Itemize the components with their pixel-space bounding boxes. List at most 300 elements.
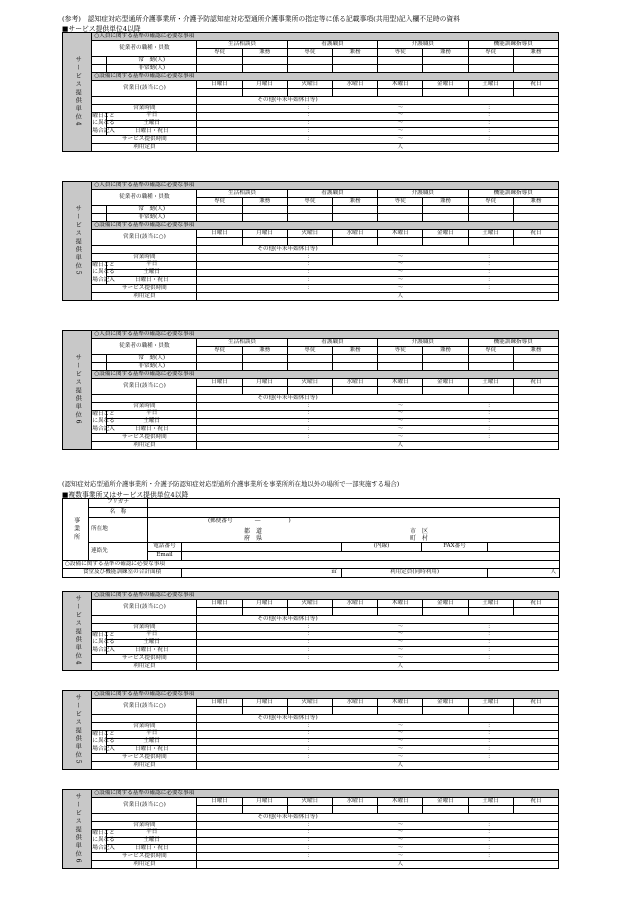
day-header-1: 月曜日 (242, 379, 287, 387)
other-days-field[interactable] (378, 616, 559, 624)
day-header-4: 木曜日 (378, 379, 423, 387)
holiday-hours-colon1: ： (287, 845, 332, 853)
fulltime-header: 専従 (287, 198, 332, 206)
staff-count-field[interactable] (287, 214, 332, 222)
business-hours-label: 営業時間 (92, 723, 197, 731)
day-checkbox-2[interactable] (287, 806, 332, 814)
staff-count-field[interactable] (378, 57, 423, 65)
day-checkbox-4[interactable] (378, 608, 423, 616)
staff-count-field[interactable] (423, 363, 468, 371)
staff-count-field[interactable] (378, 65, 423, 73)
day-checkbox-2[interactable] (287, 238, 332, 246)
other-days-field[interactable] (378, 715, 559, 723)
holiday-hours-blank1 (332, 277, 377, 285)
day-checkbox-0[interactable] (197, 238, 242, 246)
day-checkbox-2[interactable] (287, 707, 332, 715)
staff-count-field[interactable] (332, 355, 377, 363)
staff-count-field[interactable] (287, 65, 332, 73)
staff-count-field[interactable] (287, 355, 332, 363)
saturday-label: 土曜日 (107, 837, 197, 845)
day-header-6: 土曜日 (468, 230, 513, 238)
staff-count-field[interactable] (197, 206, 242, 214)
business-hours-label: 営業時間 (92, 822, 197, 830)
day-checkbox-4[interactable] (378, 238, 423, 246)
business-hours-end[interactable] (513, 105, 558, 113)
saturday-hours-colon2: ： (468, 837, 513, 845)
staff-count-field[interactable] (513, 206, 558, 214)
holiday-hours-blank2 (423, 128, 468, 136)
day-checkbox-4[interactable] (378, 707, 423, 715)
saturday-hours-start[interactable] (197, 418, 287, 426)
business-hours-tilde: ～ (378, 105, 423, 113)
staff-count-field[interactable] (378, 363, 423, 371)
holiday-hours-start[interactable] (197, 128, 287, 136)
weekday-hours-tilde: ～ (378, 410, 423, 418)
day-checkbox-3[interactable] (332, 238, 377, 246)
day-checkbox-5[interactable] (423, 806, 468, 814)
weekday-hours-end[interactable] (513, 829, 558, 837)
day-checkbox-2[interactable] (287, 387, 332, 395)
city-label-2: 町 村 (410, 534, 429, 542)
holiday-hours-blank2 (423, 746, 468, 754)
regular-label: 常 勤(人) (107, 206, 197, 214)
capacity-label: 利用定員 (92, 441, 197, 449)
day-checkbox-5[interactable] (423, 608, 468, 616)
service-hours-label: サービス提供時間 (92, 853, 197, 861)
job-nurse: 看護職員 (287, 41, 377, 49)
capacity-unit: 人 (378, 860, 423, 868)
weekday-hours-end[interactable] (513, 410, 558, 418)
job-trainer: 機能訓練指導員 (468, 41, 558, 49)
weekday-hours-blank2 (423, 112, 468, 120)
service-hours-end[interactable] (513, 853, 558, 861)
pref-label-2: 府 県 (244, 534, 263, 542)
varying-label-1: 曜日ごと (92, 631, 115, 638)
service-unit-table-u5 (62, 181, 559, 301)
day-checkbox-3[interactable] (332, 707, 377, 715)
day-checkbox-6[interactable] (468, 238, 513, 246)
day-checkbox-6[interactable] (468, 608, 513, 616)
staff-count-field[interactable] (513, 214, 558, 222)
service-hours-label: サービス提供時間 (92, 285, 197, 293)
service-hours-colon2: ： (468, 754, 513, 762)
facility-header: ○設備に関する基準の確認に必要な事項 (92, 73, 559, 81)
saturday-hours-start[interactable] (197, 639, 287, 647)
weekday-hours-blank2 (423, 829, 468, 837)
business-hours-colon1: ： (287, 723, 332, 731)
weekday-hours-blank2 (423, 730, 468, 738)
staff-count-field[interactable] (287, 206, 332, 214)
capacity-unit: 人 (378, 761, 423, 769)
day-header-5: 金曜日 (423, 798, 468, 806)
day-checkbox-4[interactable] (378, 806, 423, 814)
staff-count-field[interactable] (242, 355, 287, 363)
day-checkbox-0[interactable] (197, 806, 242, 814)
other-days-label: その他(年末年始休日等) (197, 616, 378, 624)
staff-count-field[interactable] (242, 214, 287, 222)
saturday-hours-tilde: ～ (378, 120, 423, 128)
saturday-hours-start[interactable] (197, 120, 287, 128)
saturday-hours-blank2 (423, 269, 468, 277)
day-checkbox-4[interactable] (378, 387, 423, 395)
service-hours-start[interactable] (197, 655, 287, 663)
holiday-hours-blank1 (332, 746, 377, 754)
day-checkbox-3[interactable] (332, 806, 377, 814)
service-hours-end[interactable] (513, 754, 558, 762)
day-checkbox-7[interactable] (513, 707, 558, 715)
weekday-hours-blank1 (332, 112, 377, 120)
business-hours-colon2: ： (468, 624, 513, 632)
day-checkbox-2[interactable] (287, 89, 332, 97)
staff-count-field[interactable] (423, 355, 468, 363)
staff-count-field[interactable] (242, 65, 287, 73)
staff-count-field[interactable] (242, 57, 287, 65)
staff-count-field[interactable] (378, 214, 423, 222)
holiday-hours-start[interactable] (197, 647, 287, 655)
staff-count-field[interactable] (423, 214, 468, 222)
holiday-hours-tilde: ～ (378, 426, 423, 434)
unit-side-label: サービス提供単位6 (63, 331, 92, 450)
service-hours-blank1 (332, 434, 377, 442)
other-days-field[interactable] (378, 246, 559, 254)
staff-count-field[interactable] (513, 355, 558, 363)
holiday-hours-colon2: ： (468, 845, 513, 853)
staff-spacer (92, 214, 107, 222)
staff-spacer (92, 363, 107, 371)
staff-count-field[interactable] (242, 363, 287, 371)
weekday-label: 平日 (107, 631, 197, 639)
staff-count-field[interactable] (197, 363, 242, 371)
saturday-hours-tilde: ～ (378, 738, 423, 746)
fulltime-header: 専従 (468, 198, 513, 206)
day-checkbox-1[interactable] (242, 89, 287, 97)
holiday-hours-end[interactable] (513, 426, 558, 434)
capacity-spacer (423, 441, 559, 449)
weekday-hours-start[interactable] (197, 410, 287, 418)
regular-label: 常 勤(人) (107, 57, 197, 65)
weekday-hours-end[interactable] (513, 631, 558, 639)
service-hours-blank2 (423, 434, 468, 442)
saturday-hours-end[interactable] (513, 738, 558, 746)
business-hours-end[interactable] (513, 624, 558, 632)
staff-count-field[interactable] (287, 363, 332, 371)
capacity-simul-field[interactable] (488, 569, 560, 578)
weekday-hours-blank1 (332, 730, 377, 738)
postal-code-field[interactable]: (郵便番号 ― ) (148, 518, 560, 527)
day-checkbox-3[interactable] (332, 387, 377, 395)
holiday-hours-colon2: ： (468, 647, 513, 655)
staff-count-field[interactable] (197, 57, 242, 65)
business-hours-end[interactable] (513, 723, 558, 731)
day-checkbox-7[interactable] (513, 608, 558, 616)
staff-type-label: 従業者の職種・員数 (92, 190, 197, 206)
service-hours-end[interactable] (513, 285, 558, 293)
day-checkbox-1[interactable] (242, 387, 287, 395)
service-hours-tilde: ～ (378, 434, 423, 442)
staff-count-field[interactable] (197, 65, 242, 73)
facility-header: ○設備に関する基準の確認に必要な事項 (92, 371, 559, 379)
saturday-hours-end[interactable] (513, 418, 558, 426)
weekday-hours-colon1: ： (287, 631, 332, 639)
capacity-field[interactable] (197, 143, 378, 151)
varying-label-2: に異なる (92, 837, 115, 844)
holiday-hours-start[interactable] (197, 845, 287, 853)
day-header-1: 月曜日 (242, 600, 287, 608)
saturday-hours-end[interactable] (513, 639, 558, 647)
parttime-header: 兼務 (513, 198, 558, 206)
day-header-2: 火曜日 (287, 81, 332, 89)
weekday-hours-blank2 (423, 631, 468, 639)
other-days-field[interactable] (378, 395, 559, 403)
staff-count-field[interactable] (242, 206, 287, 214)
other-days-spacer (92, 616, 197, 624)
service-hours-start[interactable] (197, 285, 287, 293)
business-hours-end[interactable] (513, 822, 558, 830)
weekday-hours-end[interactable] (513, 261, 558, 269)
weekday-hours-start[interactable] (197, 112, 287, 120)
service-hours-colon2: ： (468, 136, 513, 144)
saturday-hours-blank1 (332, 418, 377, 426)
weekday-hours-blank2 (423, 410, 468, 418)
saturday-hours-blank1 (332, 269, 377, 277)
capacity-field[interactable] (197, 761, 378, 769)
holiday-hours-blank2 (423, 647, 468, 655)
weekday-hours-tilde: ～ (378, 829, 423, 837)
holiday-hours-start[interactable] (197, 746, 287, 754)
day-checkbox-7[interactable] (513, 89, 558, 97)
business-days-label: 営業日(該当に○) (92, 81, 197, 97)
weekday-hours-end[interactable] (513, 112, 558, 120)
capacity-spacer (423, 292, 559, 300)
holiday-hours-end[interactable] (513, 647, 558, 655)
holiday-hours-tilde: ～ (378, 128, 423, 136)
capacity-field[interactable] (197, 662, 378, 670)
day-checkbox-0[interactable] (197, 89, 242, 97)
staff-count-field[interactable] (468, 363, 513, 371)
day-checkbox-3[interactable] (332, 89, 377, 97)
staff-count-field[interactable] (468, 355, 513, 363)
sunday-holiday-label: 日曜日・祝日 (107, 647, 197, 655)
staff-count-field[interactable] (332, 363, 377, 371)
day-checkbox-7[interactable] (513, 806, 558, 814)
holiday-hours-end[interactable] (513, 746, 558, 754)
staff-count-field[interactable] (468, 214, 513, 222)
service-unit-table-u6 (62, 330, 559, 450)
day-checkbox-6[interactable] (468, 806, 513, 814)
staff-type-label: 従業者の職種・員数 (92, 339, 197, 355)
staff-count-field[interactable] (287, 57, 332, 65)
saturday-hours-colon2: ： (468, 738, 513, 746)
saturday-hours-colon2: ： (468, 269, 513, 277)
facility-header: ○設備に関する基準の確認に必要な事項 (92, 691, 559, 699)
section-heading-units: ■サービス提供単位4以降 (62, 25, 141, 33)
day-checkbox-2[interactable] (287, 608, 332, 616)
weekday-hours-start[interactable] (197, 829, 287, 837)
saturday-hours-blank2 (423, 738, 468, 746)
saturday-hours-colon1: ： (287, 418, 332, 426)
business-hours-label: 営業時間 (92, 403, 197, 411)
business-hours-label: 営業時間 (92, 105, 197, 113)
weekday-hours-start[interactable] (197, 730, 287, 738)
capacity-field[interactable] (197, 860, 378, 868)
other-days-field[interactable] (378, 97, 559, 105)
service-hours-start[interactable] (197, 853, 287, 861)
service-hours-label: サービス提供時間 (92, 655, 197, 663)
business-hours-colon1: ： (287, 403, 332, 411)
capacity-label: 利用定員 (92, 292, 197, 300)
day-checkbox-4[interactable] (378, 89, 423, 97)
saturday-hours-start[interactable] (197, 269, 287, 277)
holiday-hours-colon2: ： (468, 746, 513, 754)
service-hours-start[interactable] (197, 136, 287, 144)
sunday-holiday-label: 日曜日・祝日 (107, 277, 197, 285)
business-hours-start[interactable] (197, 822, 287, 830)
staff-count-field[interactable] (332, 57, 377, 65)
sunday-holiday-label: 日曜日・祝日 (107, 845, 197, 853)
day-checkbox-0[interactable] (197, 387, 242, 395)
saturday-label: 土曜日 (107, 269, 197, 277)
capacity-field[interactable] (197, 441, 378, 449)
capacity-field[interactable] (197, 292, 378, 300)
day-header-6: 土曜日 (468, 600, 513, 608)
business-hours-label: 営業時間 (92, 254, 197, 262)
staff-count-field[interactable] (423, 57, 468, 65)
day-checkbox-0[interactable] (197, 707, 242, 715)
phone-field[interactable] (182, 543, 342, 552)
business-hours-start[interactable] (197, 105, 287, 113)
saturday-hours-end[interactable] (513, 837, 558, 845)
day-checkbox-7[interactable] (513, 387, 558, 395)
day-checkbox-0[interactable] (197, 608, 242, 616)
staff-count-field[interactable] (468, 65, 513, 73)
other-days-field[interactable] (378, 814, 559, 822)
day-checkbox-3[interactable] (332, 608, 377, 616)
phone-label: 電話番号 (148, 543, 182, 552)
weekday-hours-colon1: ： (287, 410, 332, 418)
saturday-hours-colon2: ： (468, 120, 513, 128)
holiday-hours-end[interactable] (513, 128, 558, 136)
staff-count-field[interactable] (513, 65, 558, 73)
staff-count-field[interactable] (332, 214, 377, 222)
staff-count-field[interactable] (468, 206, 513, 214)
service-hours-blank2 (423, 754, 468, 762)
saturday-hours-colon1: ： (287, 738, 332, 746)
saturday-hours-end[interactable] (513, 120, 558, 128)
staff-count-field[interactable] (332, 65, 377, 73)
day-checkbox-5[interactable] (423, 89, 468, 97)
day-checkbox-6[interactable] (468, 89, 513, 97)
day-checkbox-6[interactable] (468, 387, 513, 395)
day-checkbox-6[interactable] (468, 707, 513, 715)
day-checkbox-1[interactable] (242, 238, 287, 246)
day-checkbox-1[interactable] (242, 707, 287, 715)
day-checkbox-1[interactable] (242, 806, 287, 814)
unit-side-label: サービス提供単位5 (63, 691, 92, 770)
furigana-field[interactable] (148, 499, 560, 508)
fulltime-header: 専従 (468, 49, 513, 57)
weekday-hours-colon2: ： (468, 631, 513, 639)
saturday-hours-blank2 (423, 120, 468, 128)
business-hours-blank1 (332, 822, 377, 830)
service-hours-end[interactable] (513, 136, 558, 144)
staff-count-field[interactable] (197, 214, 242, 222)
holiday-hours-colon2: ： (468, 277, 513, 285)
fax-field[interactable] (488, 543, 560, 552)
holiday-hours-start[interactable] (197, 277, 287, 285)
other-days-spacer (92, 814, 197, 822)
saturday-hours-start[interactable] (197, 837, 287, 845)
staff-count-field[interactable] (332, 206, 377, 214)
day-header-5: 金曜日 (423, 600, 468, 608)
other-days-spacer (92, 246, 197, 254)
day-checkbox-5[interactable] (423, 387, 468, 395)
staff-count-field[interactable] (378, 355, 423, 363)
holiday-hours-start[interactable] (197, 426, 287, 434)
day-checkbox-5[interactable] (423, 707, 468, 715)
capacity-simul-label: 利用定員(同時利用) (342, 569, 488, 578)
business-hours-blank1 (332, 723, 377, 731)
business-hours-blank1 (332, 403, 377, 411)
capacity-label: 利用定員 (92, 662, 197, 670)
staff-count-field[interactable] (423, 206, 468, 214)
weekday-hours-start[interactable] (197, 261, 287, 269)
service-hours-start[interactable] (197, 434, 287, 442)
furigana-label: フリガナ (89, 499, 148, 508)
business-hours-start[interactable] (197, 254, 287, 262)
staff-count-field[interactable] (197, 355, 242, 363)
contact-label: 連絡先 (89, 543, 148, 561)
business-hours-end[interactable] (513, 403, 558, 411)
business-hours-start[interactable] (197, 624, 287, 632)
business-hours-start[interactable] (197, 723, 287, 731)
weekday-hours-end[interactable] (513, 730, 558, 738)
saturday-label: 土曜日 (107, 639, 197, 647)
service-hours-start[interactable] (197, 754, 287, 762)
business-hours-start[interactable] (197, 403, 287, 411)
staff-count-field[interactable] (513, 57, 558, 65)
staff-count-field[interactable] (513, 363, 558, 371)
email-field[interactable] (182, 552, 560, 561)
service-hours-colon1: ： (287, 655, 332, 663)
weekday-hours-start[interactable] (197, 631, 287, 639)
service-hours-end[interactable] (513, 434, 558, 442)
service-hours-tilde: ～ (378, 285, 423, 293)
day-checkbox-5[interactable] (423, 238, 468, 246)
day-checkbox-1[interactable] (242, 608, 287, 616)
saturday-hours-tilde: ～ (378, 269, 423, 277)
saturday-hours-start[interactable] (197, 738, 287, 746)
staff-count-field[interactable] (423, 65, 468, 73)
address-field[interactable] (148, 527, 560, 543)
holiday-hours-end[interactable] (513, 277, 558, 285)
service-hours-blank1 (332, 285, 377, 293)
office-name-field[interactable] (148, 508, 560, 518)
service-hours-end[interactable] (513, 655, 558, 663)
dining-area-field[interactable] (182, 569, 342, 578)
holiday-hours-end[interactable] (513, 845, 558, 853)
day-checkbox-7[interactable] (513, 238, 558, 246)
holiday-hours-blank1 (332, 128, 377, 136)
business-hours-end[interactable] (513, 254, 558, 262)
weekday-hours-colon2: ： (468, 829, 513, 837)
capacity-unit: 人 (378, 662, 423, 670)
varying-label-2: に異なる (92, 120, 115, 127)
saturday-hours-end[interactable] (513, 269, 558, 277)
capacity-spacer (423, 761, 559, 769)
staff-count-field[interactable] (468, 57, 513, 65)
staff-count-field[interactable] (378, 206, 423, 214)
service-hours-blank2 (423, 285, 468, 293)
